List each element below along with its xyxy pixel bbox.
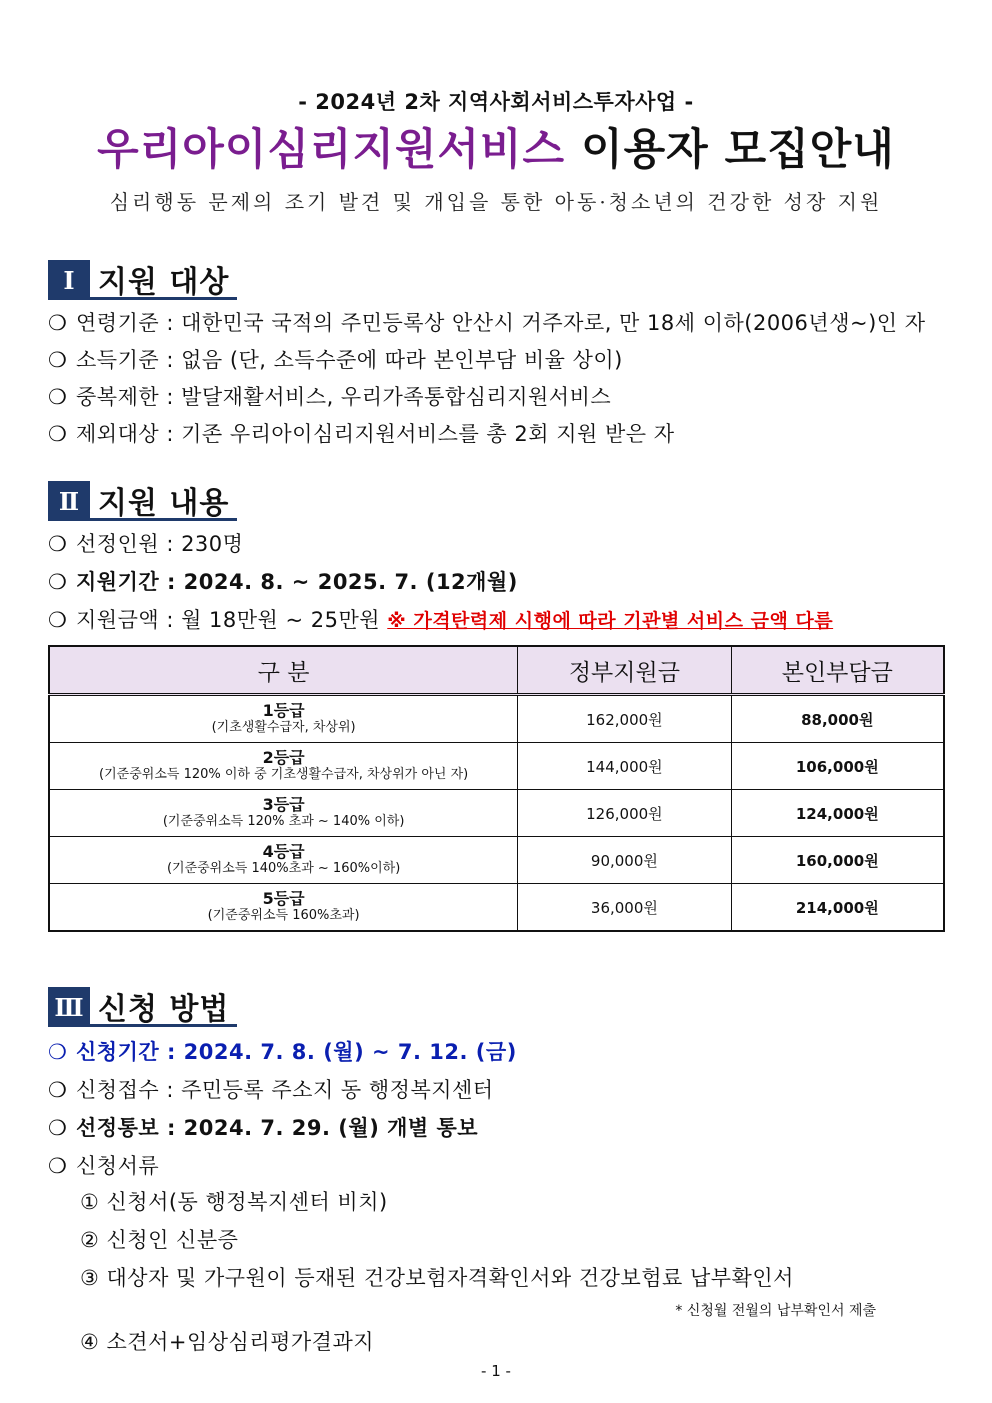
section-1-heading [48, 260, 237, 300]
grade-desc: (기준중위소득 120% 초과 ~ 140% 이하) [162, 814, 405, 829]
eligibility-income: ❍ 소득기준 : 없음 (단, 소득수준에 따라 본인부담 비율 상이) [48, 348, 623, 372]
bullet-icon: ❍ [48, 1078, 68, 1102]
document-item: ① 신청서(동 행정복지센터 비치) [80, 1190, 388, 1214]
support-period: ❍ 지원기간 : 2024. 8. ~ 2025. 7. (12개월) [48, 570, 518, 594]
table-row [49, 837, 944, 884]
header-gov-support: 정부지원금 [518, 646, 731, 695]
self-amount: 88,000원 [731, 695, 944, 743]
bullet-icon: ❍ [48, 1154, 68, 1178]
grade-desc: (기초생활수급자, 차상위) [211, 720, 356, 735]
header-category: 구 분 [49, 646, 518, 695]
grade-name: 5등급 [262, 889, 305, 908]
section-2-title: 지원 내용 [90, 481, 237, 521]
table-row [49, 695, 944, 743]
document-note: * 신청월 전월의 납부확인서 제출 [675, 1303, 876, 1319]
table-row [49, 884, 944, 932]
bullet-icon: ❍ [48, 348, 68, 372]
price-elasticity-note: ※ 가격탄력제 시행에 따라 기관별 서비스 금액 다름 [387, 610, 834, 632]
grade-desc: (기준중위소득 140%초과 ~ 160%이하) [166, 861, 401, 876]
application-place: ❍ 신청접수 : 주민등록 주소지 동 행정복지센터 [48, 1078, 494, 1102]
selection-notice: ❍ 선정통보 : 2024. 7. 29. (월) 개별 통보 [48, 1116, 479, 1140]
application-documents: ❍ 신청서류 [48, 1154, 160, 1178]
gov-amount: 144,000원 [518, 743, 731, 790]
bullet-icon: ❍ [48, 570, 68, 594]
table-header-row [49, 646, 944, 695]
eligibility-duplicate: ❍ 중복제한 : 발달재활서비스, 우리가족통합심리지원서비스 [48, 385, 612, 409]
support-amount: ❍ 지원금액 : 월 18만원 ~ 25만원 ※ 가격탄력제 시행에 따라 기관별 서비스 금액 다름 [48, 608, 834, 632]
section-1-number: Ⅰ [48, 260, 90, 300]
header-self-pay: 본인부담금 [731, 646, 944, 695]
self-amount: 160,000원 [731, 837, 944, 884]
tagline: 심리행동 문제의 조기 발견 및 개입을 통한 아동·청소년의 건강한 성장 지원 [109, 190, 883, 214]
section-2-heading [48, 481, 237, 521]
section-3-title: 신청 방법 [90, 987, 237, 1027]
table-row [49, 743, 944, 790]
section-2-number: Ⅱ [48, 481, 90, 521]
gov-amount: 90,000원 [518, 837, 731, 884]
eligibility-age: ❍ 연령기준 : 대한민국 국적의 주민등록상 안산시 거주자로, 만 18세 이하(2006년생~)인 자 [48, 311, 926, 335]
self-amount: 106,000원 [731, 743, 944, 790]
application-period: ❍ 신청기간 : 2024. 7. 8. (월) ~ 7. 12. (금) [48, 1040, 517, 1064]
page-title [0, 116, 992, 177]
document-item: ④ 소견서+임상심리평가결과지 [80, 1330, 375, 1354]
document-item: ③ 대상자 및 가구원이 등재된 건강보험자격확인서와 건강보험료 납부확인서 [80, 1266, 794, 1290]
title-recruitment: 이용자 모집안내 [581, 125, 895, 175]
section-3-number: Ⅲ [48, 987, 90, 1027]
bullet-icon: ❍ [48, 608, 68, 632]
grade-desc: (기준중위소득 120% 이하 중 기초생활수급자, 차상위가 아닌 자) [99, 767, 469, 782]
grade-table [48, 645, 945, 932]
grade-desc: (기준중위소득 160%초과) [207, 908, 360, 923]
bullet-icon: ❍ [48, 1116, 68, 1140]
self-amount: 214,000원 [731, 884, 944, 932]
grade-name: 1등급 [262, 701, 305, 720]
page-number: - 1 - [481, 1362, 511, 1380]
gov-amount: 126,000원 [518, 790, 731, 837]
grade-name: 3등급 [262, 795, 305, 814]
section-1-title: 지원 대상 [90, 260, 237, 300]
eligibility-exclusion: ❍ 제외대상 : 기존 우리아이심리지원서비스를 총 2회 지원 받은 자 [48, 422, 675, 446]
bullet-icon: ❍ [48, 1040, 68, 1064]
support-quota: ❍ 선정인원 : 230명 [48, 532, 244, 556]
title-service-name: 우리아이심리지원서비스 [97, 125, 566, 175]
table-row [49, 790, 944, 837]
section-3-heading [48, 987, 237, 1027]
bullet-icon: ❍ [48, 385, 68, 409]
bullet-icon: ❍ [48, 422, 68, 446]
gov-amount: 162,000원 [518, 695, 731, 743]
bullet-icon: ❍ [48, 311, 68, 335]
document-item: ② 신청인 신분증 [80, 1228, 239, 1252]
project-subtitle: - 2024년 2차 지역사회서비스투자사업 - [298, 90, 694, 114]
self-amount: 124,000원 [731, 790, 944, 837]
grade-name: 4등급 [262, 842, 305, 861]
grade-name: 2등급 [262, 748, 305, 767]
bullet-icon: ❍ [48, 532, 68, 556]
gov-amount: 36,000원 [518, 884, 731, 932]
